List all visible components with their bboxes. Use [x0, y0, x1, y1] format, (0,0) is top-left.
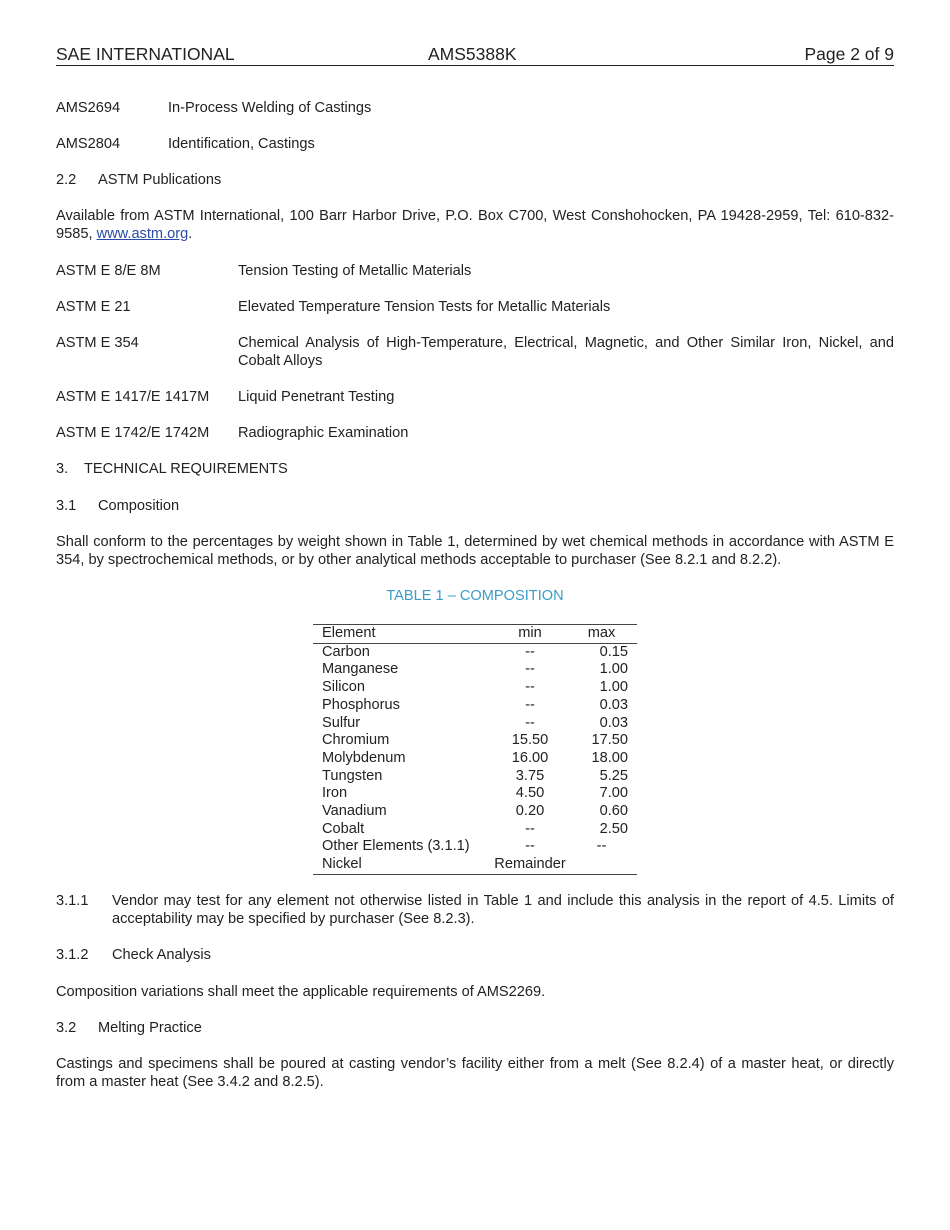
table-row	[313, 785, 637, 803]
min-cell: --	[525, 679, 535, 696]
astm-website-link[interactable]: www.astm.org	[96, 226, 189, 242]
ref-title: Radiographic Examination	[238, 425, 409, 441]
ref-title: Chemical Analysis of High-Temperature, Electrical, Magnetic, and Other Similar Iron, Nickel, and Cobalt Alloys	[238, 335, 894, 369]
section-title: Melting Practice	[98, 1020, 202, 1036]
max-cell: --	[596, 838, 607, 855]
ref-code: ASTM E 21	[56, 299, 131, 315]
table-row	[313, 821, 637, 839]
max-cell: 0.15	[599, 643, 628, 660]
ref-code: ASTM E 1417/E 1417M	[56, 389, 210, 405]
column-header: min	[494, 625, 566, 644]
max-cell: 1.00	[599, 661, 628, 678]
min-cell: --	[525, 838, 535, 855]
table-row	[313, 643, 637, 661]
section-title: Composition	[98, 498, 180, 514]
element-cell: Tungsten	[322, 767, 383, 784]
table-row	[313, 732, 637, 750]
section-number: 3.1.1	[56, 893, 89, 909]
max-cell: 0.03	[599, 714, 628, 731]
element-cell: Nickel	[322, 856, 362, 873]
min-cell: --	[525, 696, 535, 713]
min-cell: --	[525, 714, 535, 731]
table-row	[313, 750, 637, 768]
astm-availability-paragraph	[56, 207, 894, 243]
table-row	[313, 697, 637, 715]
section-number: 3.	[56, 461, 69, 477]
section-number: 3.1	[56, 498, 77, 514]
ref-code: AMS2804	[56, 136, 121, 152]
section-title: ASTM Publications	[98, 172, 222, 188]
astm-availability-text: Available from ASTM International, 100 Barr Harbor Drive, P.O. Box C700, West Conshohocken, PA 19428-2959, Tel: 610-832-9585,	[56, 208, 894, 242]
composition-table	[313, 624, 637, 875]
table-header-row	[313, 625, 637, 644]
section-title: TECHNICAL REQUIREMENTS	[84, 461, 288, 477]
element-cell: Phosphorus	[322, 696, 400, 713]
max-cell: 0.60	[599, 803, 628, 820]
ref-code: ASTM E 8/E 8M	[56, 263, 161, 279]
min-cell: 16.00	[511, 749, 549, 766]
table-row	[313, 661, 637, 679]
header-page-number: Page 2 of 9	[804, 44, 894, 64]
element-cell: Other Elements (3.1.1)	[322, 838, 470, 855]
composition-paragraph: Shall conform to the percentages by weight shown in Table 1, determined by wet chemical methods in accordance with ASTM E 354, by spectrochemical methods, or by other analytical methods acceptable to purchaser (See 8.2.1 and 8.2.2).	[56, 534, 894, 568]
table-row	[313, 715, 637, 733]
element-cell: Chromium	[322, 732, 390, 749]
element-cell: Silicon	[322, 679, 365, 696]
ref-title: In-Process Welding of Castings	[168, 100, 372, 116]
min-cell: Remainder	[494, 856, 566, 873]
min-cell: 3.75	[515, 767, 545, 784]
min-cell: --	[525, 661, 535, 678]
element-cell: Carbon	[322, 643, 370, 660]
column-header: Element	[313, 625, 494, 644]
max-cell: 0.03	[599, 696, 628, 713]
header-org: SAE INTERNATIONAL	[56, 44, 235, 64]
table-row	[313, 768, 637, 786]
ref-title: Tension Testing of Metallic Materials	[238, 263, 472, 279]
min-cell: --	[525, 820, 535, 837]
table-row	[313, 856, 637, 874]
max-cell: 1.00	[599, 679, 628, 696]
melting-practice-paragraph: Castings and specimens shall be poured at casting vendor’s facility either from a melt (See 8.2.4) of a master heat, or directly from a master heat (See 3.4.2 and 8.2.5).	[56, 1056, 894, 1090]
element-cell: Cobalt	[322, 820, 365, 837]
ref-code: AMS2694	[56, 100, 121, 116]
section-text: Vendor may test for any element not otherwise listed in Table 1 and include this analysis in the report of 4.5. Limits of acceptability may be specified by purchaser (See 8.2.3).	[112, 893, 894, 927]
section-number: 2.2	[56, 172, 77, 188]
astm-availability-end: .	[188, 226, 193, 242]
min-cell: 4.50	[515, 785, 545, 802]
element-cell: Vanadium	[322, 803, 387, 820]
element-cell: Sulfur	[322, 714, 361, 731]
table-row	[313, 803, 637, 821]
page-header	[56, 43, 894, 66]
ref-code: ASTM E 1742/E 1742M	[56, 425, 210, 441]
min-cell: 0.20	[515, 803, 545, 820]
element-cell: Manganese	[322, 661, 399, 678]
ref-title: Liquid Penetrant Testing	[238, 389, 395, 405]
table-row	[313, 838, 637, 856]
section-number: 3.1.2	[56, 947, 89, 963]
max-cell	[566, 856, 637, 874]
header-doc-id: AMS5388K	[428, 44, 517, 64]
element-cell: Iron	[322, 785, 348, 802]
section-title: Check Analysis	[112, 947, 211, 963]
max-cell: 18.00	[591, 749, 628, 766]
ref-code: ASTM E 354	[56, 335, 139, 351]
section-number: 3.2	[56, 1020, 77, 1036]
min-cell: --	[525, 643, 535, 660]
table-row	[313, 679, 637, 697]
max-cell: 17.50	[591, 732, 628, 749]
min-cell: 15.50	[511, 732, 549, 749]
element-cell: Molybdenum	[322, 749, 406, 766]
max-cell: 5.25	[599, 767, 628, 784]
max-cell: 2.50	[599, 820, 628, 837]
check-analysis-paragraph: Composition variations shall meet the applicable requirements of AMS2269.	[56, 984, 546, 1000]
ref-title: Identification, Castings	[168, 136, 315, 152]
max-cell: 7.00	[599, 785, 628, 802]
ref-title: Elevated Temperature Tension Tests for Metallic Materials	[238, 299, 611, 315]
column-header: max	[566, 625, 637, 644]
table-caption: TABLE 1 – COMPOSITION	[386, 588, 564, 604]
